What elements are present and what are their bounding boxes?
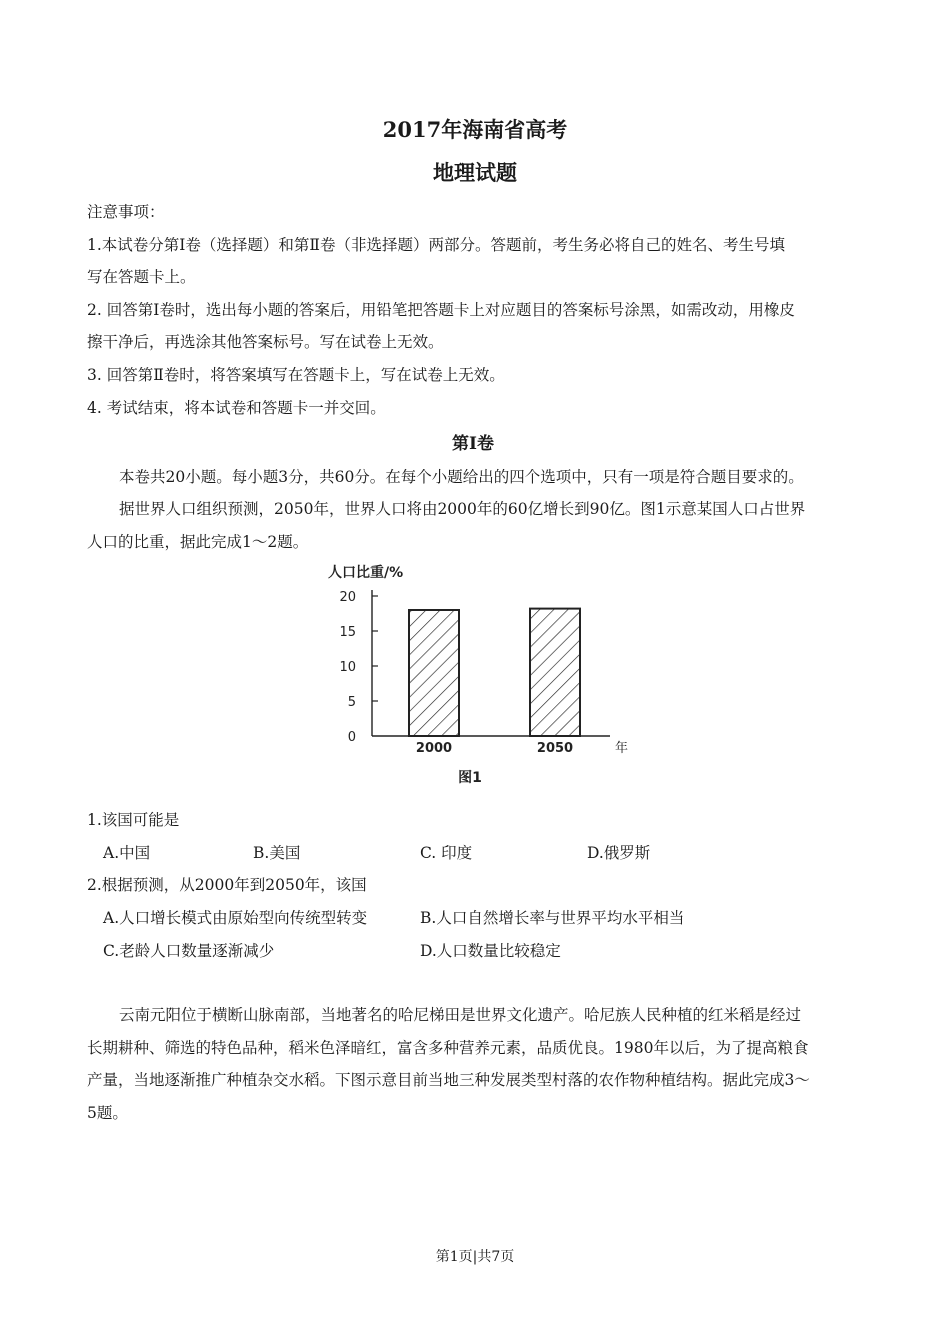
x-tick-label-2050: 2050 [536, 741, 574, 756]
population-share-chart [320, 560, 640, 792]
y-tick-label: 15 [339, 625, 356, 640]
passage1-line1: 据世界人口组织预测，2050年，世界人口将由2000年的60亿增长到90亿。图1示意某国人口占世界 [119, 500, 806, 518]
note-1-line1: 1.本试卷分第Ⅰ卷（选择题）和第Ⅱ卷（非选择题）两部分。答题前，考生务必将自己的姓名、考生号填 [87, 236, 785, 254]
exam-subject: 地理试题 [433, 160, 517, 185]
passage2-line1: 云南元阳位于横断山脉南部，当地著名的哈尼梯田是世界文化遗产。哈尼族人民种植的红米稻是经过 [119, 1006, 802, 1024]
y-tick-label: 10 [339, 660, 356, 675]
y-tick-label: 20 [339, 590, 356, 605]
passage2-line2: 长期耕种、筛选的特色品种，稻米色泽暗红，富含多种营养元素，品质优良。1980年以后，为了提高粮食 [87, 1039, 809, 1057]
y-axis-label: 人口比重/% [328, 565, 404, 581]
note-2-line1: 2. 回答第Ⅰ卷时，选出每小题的答案后，用铅笔把答题卡上对应题目的答案标号涂黑，如需改动，用橡皮 [87, 301, 795, 319]
x-tick-labels [416, 741, 573, 756]
q2-option-d: D.人口数量比较稳定 [420, 942, 561, 960]
y-tick-label: 0 [347, 730, 356, 745]
bar-2050 [530, 609, 580, 736]
x-axis-label: 年 [615, 741, 629, 756]
note-1-line2: 写在答题卡上。 [87, 268, 196, 286]
q1-option-a: A.中国 [103, 844, 151, 862]
bars [409, 609, 580, 736]
passage1-line2: 人口的比重，据此完成1～2题。 [87, 533, 309, 551]
note-2-line2: 擦干净后，再选涂其他答案标号。写在试卷上无效。 [87, 333, 444, 351]
note-3: 3. 回答第Ⅱ卷时，将答案填写在答题卡上，写在试卷上无效。 [87, 366, 505, 384]
bar-2000 [409, 610, 459, 736]
q2-option-b: B.人口自然增长率与世界平均水平相当 [420, 909, 685, 927]
passage2-line4: 5题。 [87, 1104, 128, 1122]
exam-title: 2017年海南省高考 [382, 117, 568, 142]
q1-stem: 1.该国可能是 [87, 811, 180, 829]
note-4: 4. 考试结束，将本试卷和答题卡一并交回。 [87, 399, 386, 417]
q1-option-b: B.美国 [253, 844, 301, 862]
q1-option-c: C. 印度 [420, 844, 473, 862]
section-intro: 本卷共20小题。每小题3分，共60分。在每个小题给出的四个选项中，只有一项是符合题目要求的。 [119, 468, 804, 486]
notes-heading: 注意事项： [87, 203, 165, 221]
q1-option-d: D.俄罗斯 [587, 844, 651, 862]
q2-option-a: A.人口增长模式由原始型向传统型转变 [103, 909, 368, 927]
y-tick-label: 5 [347, 695, 356, 710]
passage2-line3: 产量，当地逐渐推广种植杂交水稻。下图示意目前当地三种发展类型村落的农作物种植结构。据此完成3～ [87, 1071, 810, 1089]
page-number: 第1页|共7页 [435, 1249, 515, 1265]
x-tick-label-2000: 2000 [415, 741, 453, 756]
section-title: 第Ⅰ卷 [452, 434, 494, 454]
q2-option-c: C.老龄人口数量逐渐减少 [103, 942, 275, 960]
figure-caption: 图1 [458, 770, 482, 786]
q2-stem: 2.根据预测，从2000年到2050年，该国 [87, 876, 367, 894]
